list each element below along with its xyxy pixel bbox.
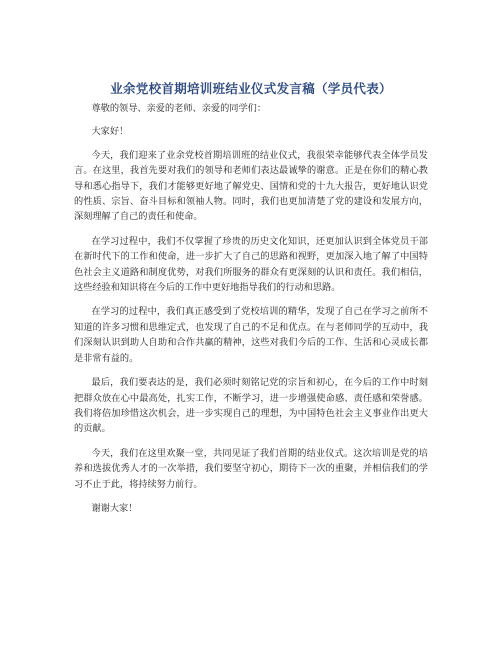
paragraph: 在学习过程中，我们不仅掌握了珍贵的历史文化知识，还更加认识到全体党员干部在新时代下的工作和使命，进一步扩大了自己的思路和视野，更加深入地了解了中国特色社会主义道路和制度优势，对我们所服务的群众有更深刻的认识和责任。我们相信，这些经验和知识将在今后的工作中更好地指导我们的行动和思路。: [74, 235, 428, 294]
document-body: [74, 101, 428, 525]
paragraph: 今天，我们迎来了业余党校首期培训班的结业仪式，我很荣幸能够代表全体学员发言。在这里，我首先要对我们的领导和老师们表达最诚挚的谢意。正是在你们的精心教导和悉心指导下，我们才能够更好地了解党史、国情和党的十九大报告，更好地认识党的性质、宗旨、奋斗目标和领袖人物。同时，我们也更加清楚了党的建设和发展方向，深刻理解了自己的责任和使命。: [74, 149, 428, 223]
closing: 谢谢大家！: [91, 502, 138, 514]
salutation: 尊敬的领导、亲爱的老师、亲爱的同学们：: [91, 103, 267, 114]
paragraph: 最后，我们要表达的是，我们必须时刻铭记党的宗旨和初心，在今后的工作中时刻把群众放在心中最高处，扎实工作，不断学习，进一步增强使命感、责任感和荣誉感。我们将倍加珍惜这次机会，进一步实现自己的理想，为中国特色社会主义事业作出更大的贡献。: [74, 377, 428, 435]
paragraph: 在学习的过程中，我们真正感受到了党校培训的精华，发现了自己在学习之前所不知道的许多习惯和思维定式，也发现了自己的不足和优点。在与老师同学的互动中，我们深刻认识到助人自助和合作共赢的精神，这些对我们今后的工作、生活和心灵成长都是非常有益的。: [74, 306, 428, 364]
greeting: 大家好！: [91, 126, 129, 138]
document-title: 业余党校首期培训班结业仪式发言稿（学员代表）: [110, 81, 392, 96]
paragraph: 今天，我们在这里欢聚一堂，共同见证了我们首期的结业仪式。这次培训是党的培养和选拔优秀人才的一次举措，我们要坚守初心，期待下一次的重聚，并相信我们的学习不止于此，将持续努力前行。: [74, 447, 428, 490]
